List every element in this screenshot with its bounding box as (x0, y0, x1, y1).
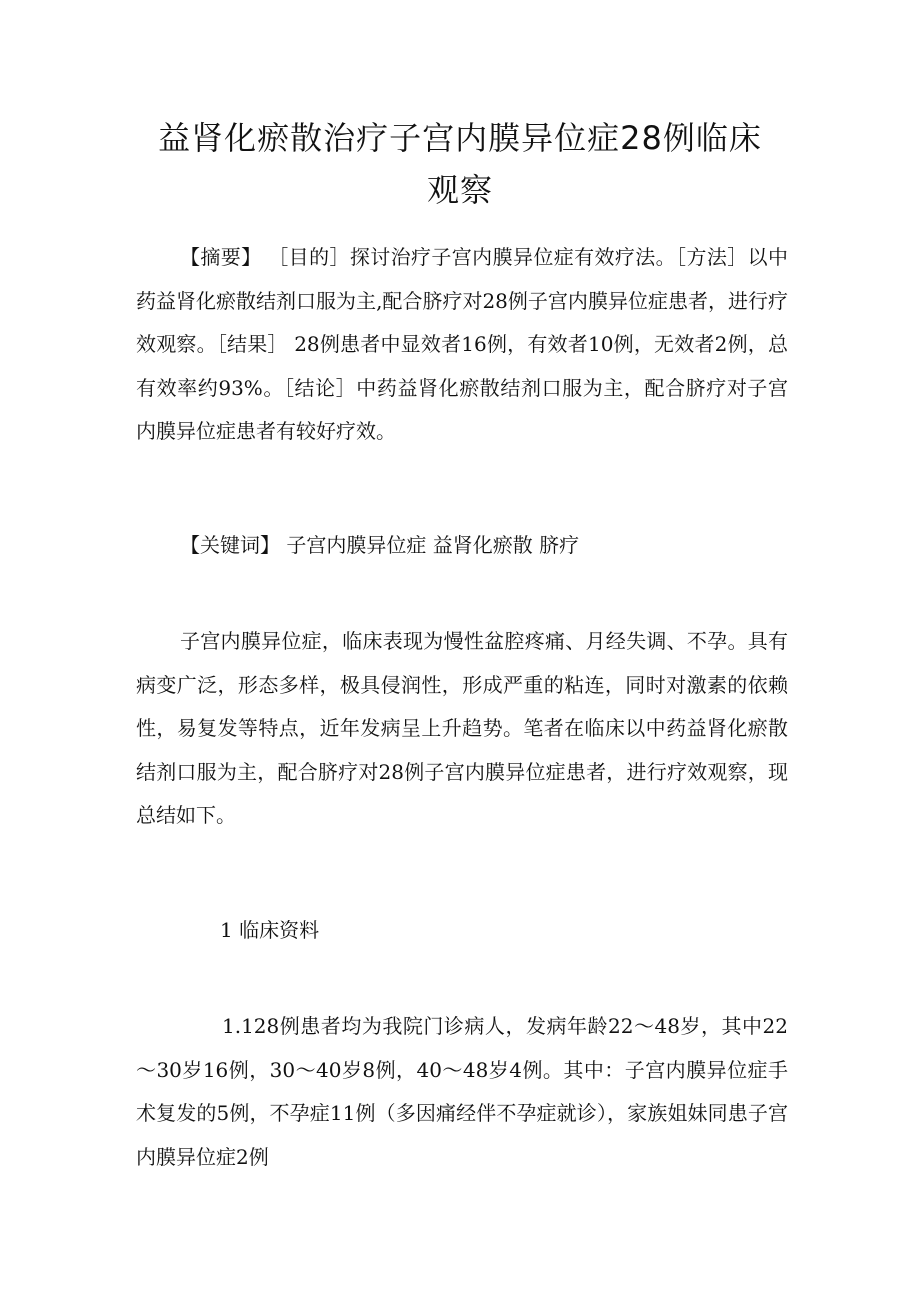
section-1-heading: 1 临床资料 (220, 918, 320, 942)
section-1-1-paragraph: 1.128例患者均为我院门诊病人，发病年龄22～48岁，其中22～30岁16例，30～40岁8例，40～48岁4例。其中：子宫内膜异位症手术复发的5例，不孕症11例（多因痛经伴不孕症就诊），家族姐妹同患子宫内膜异位症2例 (136, 1014, 788, 1169)
abstract-paragraph: 【摘要】 ［目的］探讨治疗子宫内膜异位症有效疗法。［方法］以中药益肾化瘀散结剂口服为主,配合脐疗对28例子宫内膜异位症患者，进行疗效观察。［结果］ 28例患者中显效者16例，有效者10例，无效者2例，总有效率约93%。［结论］中药益肾化瘀散结剂口服为主，配合脐疗对子宫内膜异位症患者有较好疗效。 (136, 245, 788, 443)
keywords-paragraph: 【关键词】 子宫内膜异位症 益肾化瘀散 脐疗 (180, 533, 580, 557)
intro-paragraph: 子宫内膜异位症，临床表现为慢性盆腔疼痛、月经失调、不孕。具有病变广泛，形态多样，极具侵润性，形成严重的粘连，同时对激素的依赖性，易复发等特点，近年发病呈上升趋势。笔者在临床以中药益肾化瘀散结剂口服为主，配合脐疗对28例子宫内膜异位症患者，进行疗效观察，现总结如下。 (136, 629, 788, 827)
title-line-1: 益肾化瘀散治疗子宫内膜异位症28例临床 (158, 119, 762, 157)
document-title (120, 112, 800, 216)
title-line-2: 观察 (426, 171, 493, 209)
